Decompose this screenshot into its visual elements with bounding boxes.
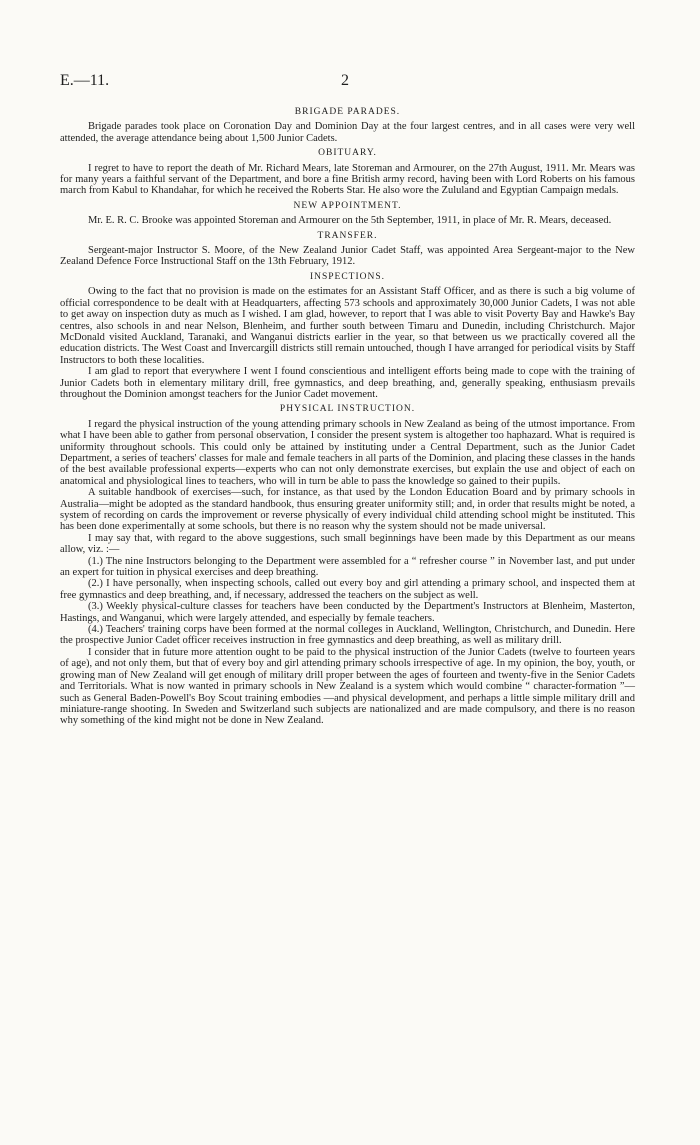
paragraph: I may say that, with regard to the above suggestions, such small beginnings have been made by this Department as our means allow, viz. :—: [60, 532, 635, 556]
paragraph: I regret to have to report the death of Mr. Richard Mears, late Storeman and Armourer, on the 27th August, 1911. Mr. Mears was for many years a faithful servant of the Department, and bore a fine British army record, having been with Lord Roberts on his famous march from Kabul to Khandahar, for which he received the Roberts Star. He also wore the Zululand and Egyptian Campaign medals.: [60, 162, 635, 197]
section-heading: BRIGADE PARADES.: [294, 107, 401, 117]
section-heading: TRANSFER.: [317, 230, 378, 241]
section-heading: OBITUARY.: [318, 148, 377, 159]
paragraph: I regard the physical instruction of the young attending primary schools in New Zealand as being of the utmost importance. From what I have been able to gather from personal observation, I consider the present system is altogether too haphazard. What is required is uniformity throughout schools. This could only be attained by instituting under a Central Department, such as the Junior Cadet Department, a series of teachers' classes for male and female teachers in all parts of the Dominion, and placing these classes in the hands of the best available professional experts—experts who can not only demonstrate exercises, but explain the use and object of each on anatomical and physiological lines to teachers, who will in turn be able to pass the knowledge so gained to their pupils.: [60, 418, 635, 487]
section-transfer: [60, 231, 635, 268]
paragraph: I consider that in future more attention ought to be paid to the physical instruction of the Junior Cadets (twelve to fourteen years of age), and not only them, but that of every boy and girl attending primary schools irrespective of age. In my opinion, the boy, youth, or growing man of New Zealand will get enough of military drill proper between the ages of fourteen and twenty-five in the Senior Cadets and Territorials. What is now wanted in primary schools in New Zealand is a system which would combine “ character-formation ”—such as General Baden-Powell's Boy Scout training embodies —and physical development, and perhaps a little simple military drill and miniature-range shooting. In Sweden and Switzerland such subjects are nationalized and are made compulsory, and there is no reason why something of the kind might not be done in New Zealand.: [60, 646, 635, 727]
page-number: 2: [341, 72, 349, 89]
section-heading: PHYSICAL INSTRUCTION.: [279, 404, 416, 415]
paragraph: A suitable handbook of exercises—such, for instance, as that used by the London Education Board and by primary schools in Australia—might be adopted as the standard handbook, thus ensuring greater uniformity still; and, in order that results might be noted, a system of recording on cards the improvement or reverse physically of every individual child attending school might be instituted. This has been done experimentally at some schools, but there is no reason why the system should not be made universal.: [60, 487, 635, 533]
page-header: [60, 72, 635, 92]
section-heading: NEW APPOINTMENT.: [293, 200, 402, 211]
paragraph: I am glad to report that everywhere I went I found conscientious and intelligent efforts being made to cope with the training of Junior Cadets both in elementary military drill, free gymnastics, and deep breathing, and, generally speaking, enthusiasm prevails throughout the Dominion amongst teachers for the Junior Cadet movement.: [60, 366, 635, 400]
paragraph: (3.) Weekly physical-culture classes for teachers have been conducted by the Department's Instructors at Blenheim, Masterton, Hastings, and Wanganui, which were largely attended, and especially by female teachers.: [60, 601, 635, 624]
section-brigade-parades: [60, 107, 635, 144]
paragraph: Brigade parades took place on Coronation Day and Dominion Day at the four largest centres, and in all cases were very well attended, the average attendance being about 1,500 Junior Cadets.: [60, 121, 635, 144]
section-inspections: [60, 272, 635, 400]
paragraph: Mr. E. R. C. Brooke was appointed Storeman and Armourer on the 5th September, 1911, in place of Mr. R. Mears, deceased.: [88, 215, 612, 227]
page-body: [60, 103, 635, 730]
section-obituary: [60, 148, 635, 197]
section-physical-instruction: [60, 404, 635, 726]
paragraph: Owing to the fact that no provision is made on the estimates for an Assistant Staff Officer, and as there is such a big volume of official correspondence to be dealt with at Headquarters, affecting 573 schools and approximately 30,000 Junior Cadets, I was not able to get away on inspection duty as much as I wished. I am glad, however, to report that I was able to visit Poverty Bay and Hawke's Bay centres, also schools in and near Nelson, Blenheim, and further south between Timaru and Dunedin, including Christchurch. Major McDonald visited Auckland, Taranaki, and Wanganui districts earlier in the year, so that between us we practically covered all the education districts. The West Coast and Invercargill districts still remain untouched, though I have arranged for periodical visits by Staff Instructors to both these localities.: [60, 286, 635, 366]
paragraph: (2.) I have personally, when inspecting schools, called out every boy and girl attending a primary school, and inspected them at free gymnastics and deep breathing, and, if necessary, addressed the teachers on the subject as well.: [60, 578, 635, 601]
paragraph: (1.) The nine Instructors belonging to the Department were assembled for a “ refresher course ” in November last, and put under an expert for tuition in physical exercises and deep breathing.: [60, 555, 635, 579]
document-reference: E.—11.: [60, 72, 110, 89]
paragraph: (4.) Teachers' training corps have been formed at the normal colleges in Auckland, Wellington, Christchurch, and Dunedin. Here the prospective Junior Cadet officer receives instruction in free gymnastics and deep breathing, as well as military drill.: [60, 624, 635, 647]
section-new-appointment: [60, 201, 635, 227]
section-heading: INSPECTIONS.: [309, 271, 386, 282]
paragraph: Sergeant-major Instructor S. Moore, of the New Zealand Junior Cadet Staff, was appointed Area Sergeant-major to the New Zealand Defence Force Instructional Staff on the 13th February, 1912.: [60, 245, 635, 268]
